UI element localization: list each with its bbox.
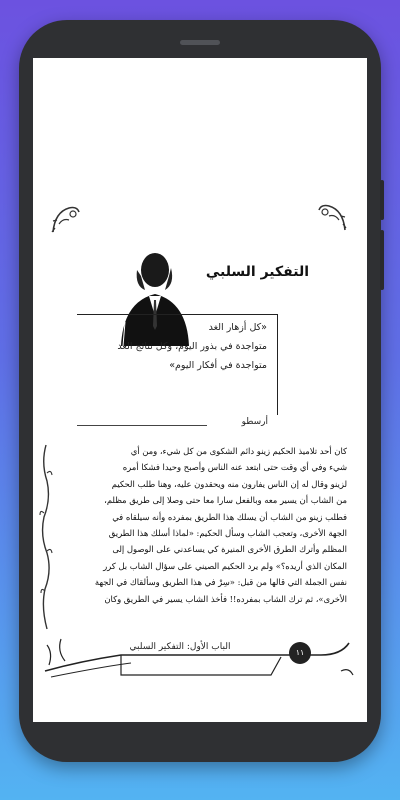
book-page-image[interactable] [33, 58, 367, 722]
body-line: كان أحد تلاميذ الحكيم زينو دائم الشكوى من كل شيء، ومن أي [130, 446, 347, 456]
vine-flourish-icon [39, 443, 53, 633]
body-line: الأخرى»، ثم ترك الشاب بمفرده!! فأخذ الشاب يسير في الطريق وكان [104, 593, 347, 604]
body-line: الجهة الأخرى، وتعجب الشاب وسأل الحكيم: «لماذا أسلك هذا الطريق [108, 528, 347, 539]
quote-line: متواجدة في أفكار اليوم» [169, 360, 267, 371]
footer-chapter-label: الباب الأول: التفكير السلبي [129, 642, 231, 652]
phone-frame [19, 20, 381, 762]
quote-author: أرسطو [241, 417, 268, 427]
page-number: ١١ [289, 642, 311, 664]
body-line: لزينو وقال له إن الناس يفارون منه ويحقدون عليه، وهنا طلب الحكيم [111, 478, 347, 489]
body-line: فطلب زينو من الشاب أن يسلك هذا الطريق بمفرده وأنه سيلقاه في [112, 511, 347, 522]
quote-text [87, 318, 267, 375]
volume-button [380, 180, 384, 220]
body-text [53, 443, 347, 607]
screen[interactable] [33, 58, 367, 722]
quote-line: «كل أزهار الغد [208, 322, 267, 333]
body-line: نفس الجملة التي قالها من قبل: «سِرْ في هذا الطريق وسألقاك في الجهة [94, 577, 347, 588]
floral-ornament-icon [49, 202, 83, 236]
author-divider [77, 425, 207, 426]
chapter-title: التفكير السلبي [205, 264, 309, 280]
quote-line: متواجدة في بذور اليوم، وكل نتائج الغد [117, 341, 267, 352]
body-line: المظلم وأترك الطرق الأخرى المنيرة كي يساعدني على الوصول إلى [112, 544, 347, 555]
body-line: المكان الذي أريده؟» ولم يرد الحكيم الصيني على سؤال الشاب بل كرر [103, 560, 347, 571]
power-button [380, 230, 384, 290]
floral-ornament-icon [315, 198, 349, 232]
earpiece-speaker [180, 40, 220, 45]
scroll-banner-icon [41, 631, 359, 686]
body-line: من الشاب أن يسير معه وبالفعل سارا معا حتى وصلا إلى طريق مظلم، [104, 495, 347, 506]
body-line: شيء وفي أي وقت حتى ابتعد عنه الناس وأصبح وحيدا فشكا أمره [122, 462, 347, 473]
